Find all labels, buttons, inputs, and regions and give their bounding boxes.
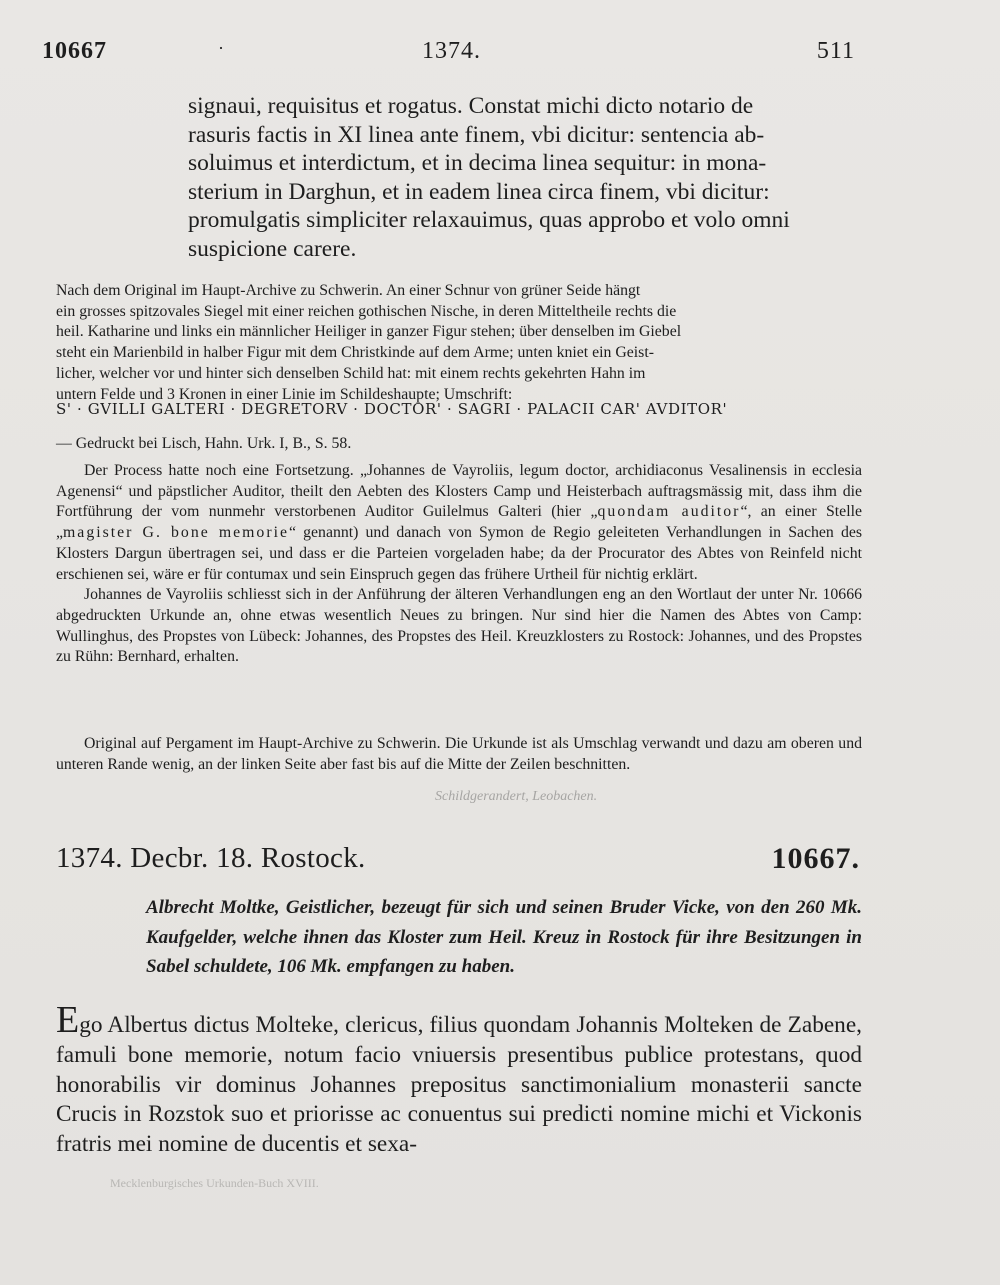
note-line: untern Felde und 3 Kronen in einer Linie im Schildeshaupte; Umschrift: <box>56 385 513 403</box>
header-document-number: 10667 <box>42 38 107 64</box>
text-line: suspicione carere. <box>188 235 357 262</box>
process-quote: quondam auditor <box>597 503 741 521</box>
note-line: licher, welcher vor und hinter sich denselben Schild hat: mit einem rechts gekehrten Hahn im <box>56 364 646 382</box>
original-note: Original auf Pergament im Haupt-Archive zu Schwerin. Die Urkunde ist als Umschlag verwandt und dazu am oberen und unteren Rande wenig, an der linken Seite aber fast bis auf die Mitte der Zeilen beschnitten. <box>56 735 862 773</box>
charter-text <box>56 999 862 1160</box>
note-line: steht ein Marienbild in halber Figur mit dem Christkinde auf dem Arme; unten kniet ein Geist- <box>56 344 654 362</box>
ghost-footer-text: Mecklenburgisches Urkunden-Buch XVIII. <box>110 1176 319 1190</box>
document-number: 10667. <box>771 842 860 875</box>
header-dot: · <box>218 38 224 58</box>
header-year: 1374. <box>422 38 481 64</box>
regest-summary: Albrecht Moltke, Geistlicher, bezeugt für sich und seinen Bruder Vicke, von den 260 Mk. Kaufgelder, welche ihnen das Kloster zum Heil. Kreuz in Rostock für ihre Besitzungen in Sabel schuldete, 106 Mk. empfangen zu haben. <box>146 897 862 977</box>
process-quote: magister G. bone memorie <box>63 524 289 542</box>
page-number: 511 <box>816 38 855 64</box>
charter-body: go Albertus dictus Molteke, clericus, filius quondam Johannis Molteken de Zabene, famuli bone memorie, notum facio vniuersis presentibus publice protestans, quod honorabilis vir dominus Johannes prepositus sanctimonialium monasterii sancte Crucis in Rozstok suo et priorisse ac conuentus sui predicti nomine michi et Vickonis fratris mei nomine de ducentis et sexa- <box>56 1012 862 1158</box>
initial-letter: E <box>56 999 80 1041</box>
seal-description-note <box>56 281 862 405</box>
note-line: Nach dem Original im Haupt-Archive zu Schwerin. An einer Schnur von grüner Seide hängt <box>56 282 641 299</box>
process-text: Der Process hatte noch eine Fortsetzung. „Johannes de Vayroliis, legum doctor, archidiaconus Vesalinensis in ecclesia Agenensi“ und päpstlicher Auditor, theilt den Aebten des Klosters Camp und Heisterbach auftragsmässig mit, dass ihm die Fortführung der vom nunmehr verstorbenen Auditor Guilelmus Galteri (hier „ <box>56 462 862 521</box>
process-paragraph <box>56 585 862 668</box>
process-text: “, an einer Stelle „ <box>56 503 862 542</box>
text-line: promulgatis simpliciter relaxauimus, quas approbo et volo omni <box>188 207 790 233</box>
bleed-through-text: Schildgerandert, Leobachen. <box>435 789 598 804</box>
text-line: soluimus et interdictum, et in decima linea sequitur: in mona- <box>188 150 767 176</box>
document-heading <box>56 842 860 882</box>
process-notes <box>56 461 862 668</box>
document-date-place: 1374. Decbr. 18. Rostock. <box>56 842 366 874</box>
notary-closing-text <box>188 92 858 263</box>
printed-reference: — Gedruckt bei Lisch, Hahn. Urk. I, B., S. 58. <box>56 435 352 452</box>
seal-inscription: S' · GVILLI GALTERI · DEGRETORV · DOCTOR' · SAGRI · PALACII CAR' AVDITOR' <box>56 400 728 418</box>
process-paragraph <box>56 461 862 585</box>
page-header <box>42 38 855 70</box>
note-line: heil. Katharine und links ein männlicher Heiliger in ganzer Figur stehen; über denselben im Giebel <box>56 323 682 341</box>
text-line: sterium in Darghun, et in eadem linea circa finem, vbi dicitur: <box>188 178 770 205</box>
note-line: ein grosses spitzovales Siegel mit einer reichen gothischen Nische, in deren Mitteltheile rechts die <box>56 302 677 320</box>
text-line: signaui, requisitus et rogatus. Constat michi dicto notario de <box>188 93 754 119</box>
text-line: rasuris factis in XI linea ante finem, vbi dicitur: sentencia ab- <box>188 121 765 148</box>
process-text: “ genannt) und danach von Symon de Regio geleiteten Verhandlungen in Sachen des Klosters Dargun übertragen sei, und dass er die Parteien vorgeladen habe; da der Procurator des Abtes von Reinfeld nicht erschienen sei, wäre er für contumax und sein Einspruch gegen das frühere Urtheil für nichtig erklärt. <box>56 524 863 583</box>
process-text: Johannes de Vayroliis schliesst sich in der Anführung der älteren Verhandlungen eng an den Wortlaut der unter Nr. 10666 abgedruckten Urkunde an, ohne etwas wesentlich Neues zu bringen. Nur sind hier die Namen des Abtes von Camp: Wullinghus, des Propstes von Lübeck: Johannes, des Propstes des Heil. Kreuzklosters zu Rostock: Johannes, und des Propstes zu Rühn: Bernhard, erhalten. <box>56 586 862 666</box>
